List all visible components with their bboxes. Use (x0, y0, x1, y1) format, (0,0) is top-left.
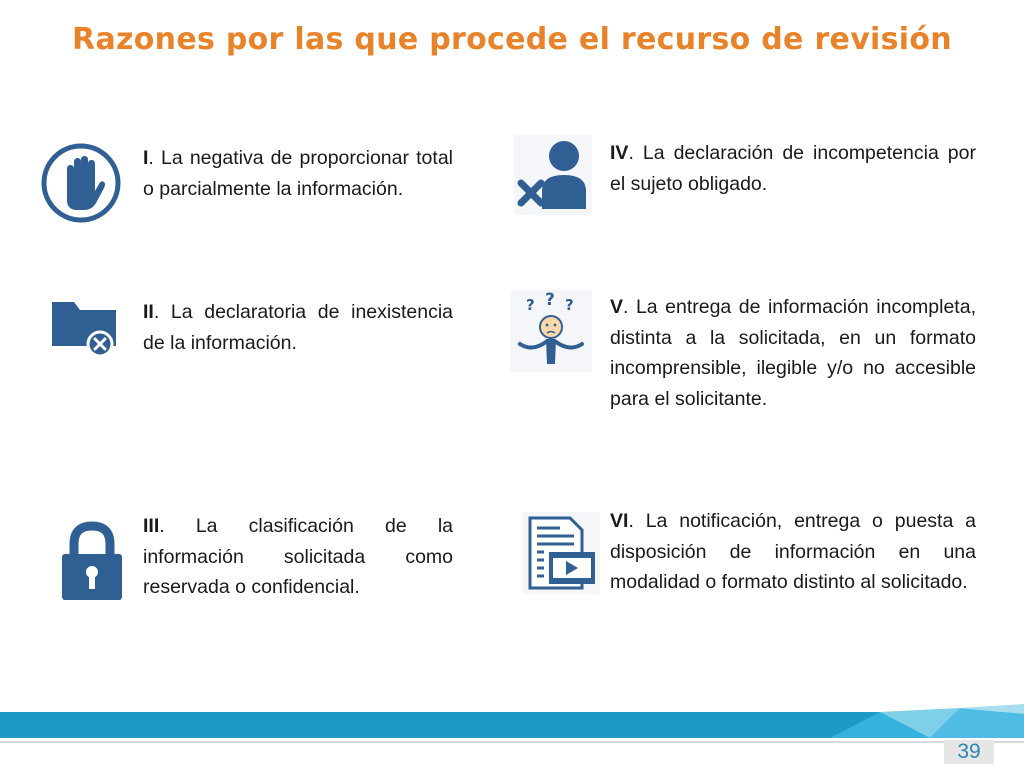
item-3-numeral: III (143, 515, 160, 537)
item-1-body: . La negativa de proporcionar total o parcialmente la información. (143, 147, 453, 200)
stop-hand-icon (40, 143, 122, 223)
folder-error-icon (50, 298, 122, 360)
lock-icon (60, 518, 124, 602)
item-3-text (143, 511, 453, 603)
item-1-numeral: I (143, 147, 149, 169)
item-3-body: . La clasificación de la información solicitada como reservada o confidencial. (143, 515, 453, 598)
svg-text:?: ? (526, 296, 535, 314)
document-video-icon (522, 512, 600, 594)
footer-decoration (820, 704, 1024, 738)
item-4-body: . La declaración de incompetencia por el sujeto obligado. (610, 142, 976, 195)
footer-divider (0, 741, 1024, 743)
item-4-text (610, 138, 976, 199)
page-number: 39 (944, 740, 994, 764)
slide-title: Razones por las que procede el recurso de revisión (72, 22, 952, 57)
item-5-body: . La entrega de información incompleta, distinta a la solicitada, en un formato incomprensible, ilegible y/o no accesible para el solicitante. (610, 296, 976, 410)
item-6-text (610, 506, 976, 598)
item-5-numeral: V (610, 296, 624, 318)
item-5-text (610, 292, 976, 414)
svg-text:?: ? (545, 290, 555, 310)
svg-text:?: ? (565, 296, 574, 314)
item-2-numeral: II (143, 301, 154, 323)
item-2-text (143, 297, 453, 358)
item-6-body: . La notificación, entrega o puesta a disposición de información en una modalidad o formato distinto al solicitado. (610, 510, 976, 593)
item-2-body: . La declaratoria de inexistencia de la información. (143, 301, 453, 354)
confused-person-icon (510, 290, 592, 372)
item-1-text (143, 143, 453, 204)
user-x-icon (514, 135, 592, 215)
item-4-numeral: IV (610, 142, 629, 164)
item-6-numeral: VI (610, 510, 629, 532)
